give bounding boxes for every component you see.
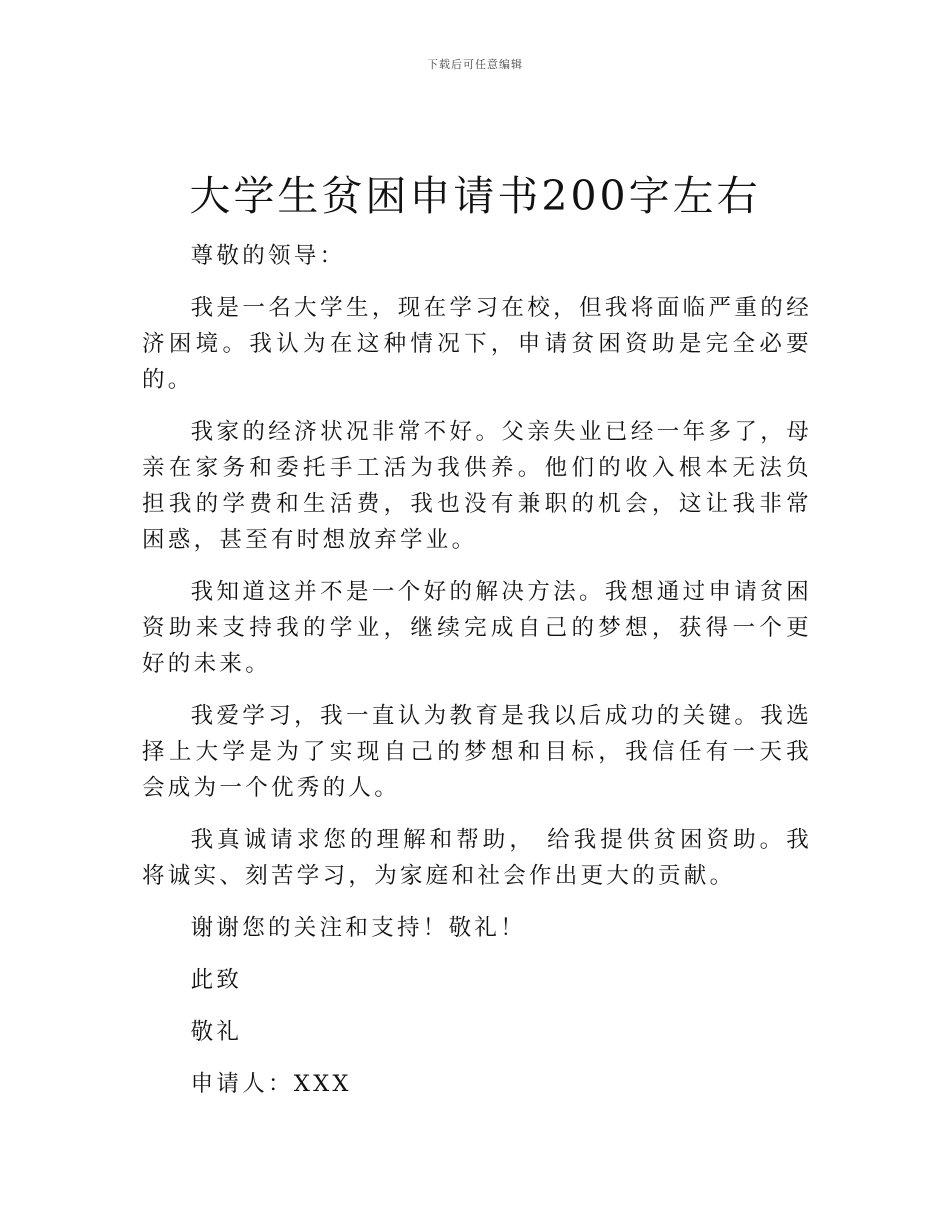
paragraph-3: 我知道这并不是一个好的解决方法。我想通过申请贫困资助来支持我的学业，继续完成自己的梦想，获得一个更好的未来。 xyxy=(142,579,812,677)
paragraph-5: 我真诚请求您的理解和帮助， 给我提供贫困资助。我将诚实、刻苦学习，为家庭和社会作出更大的贡献。 xyxy=(142,827,812,889)
closing-line-2: 敬礼 xyxy=(190,1019,243,1045)
paragraph-2: 我家的经济状况非常不好。父亲失业已经一年多了，母亲在家务和委托手工活为我供养。他们的收入根本无法负担我的学费和生活费，我也没有兼职的机会，这让我非常困惑，甚至有时想放弃学业。 xyxy=(142,419,812,553)
thanks-line: 谢谢您的关注和支持！敬礼！ xyxy=(190,915,526,941)
document-title: 大学生贫困申请书200字左右 xyxy=(189,172,761,220)
closing-line-1: 此致 xyxy=(190,967,243,993)
header-note: 下载后可任意编辑 xyxy=(427,58,523,71)
paragraph-4: 我爱学习，我一直认为教育是我以后成功的关键。我选择上大学是为了实现自己的梦想和目标，我信任有一天我会成为一个优秀的人。 xyxy=(142,703,812,801)
document-body xyxy=(142,238,812,1118)
applicant-signature: 申请人：XXX xyxy=(190,1071,352,1097)
paragraph-1: 我是一名大学生，现在学习在校，但我将面临严重的经济困境。我认为在这种情况下，申请贫困资助是完全必要的。 xyxy=(142,295,812,393)
salutation: 尊敬的领导： xyxy=(190,243,346,269)
